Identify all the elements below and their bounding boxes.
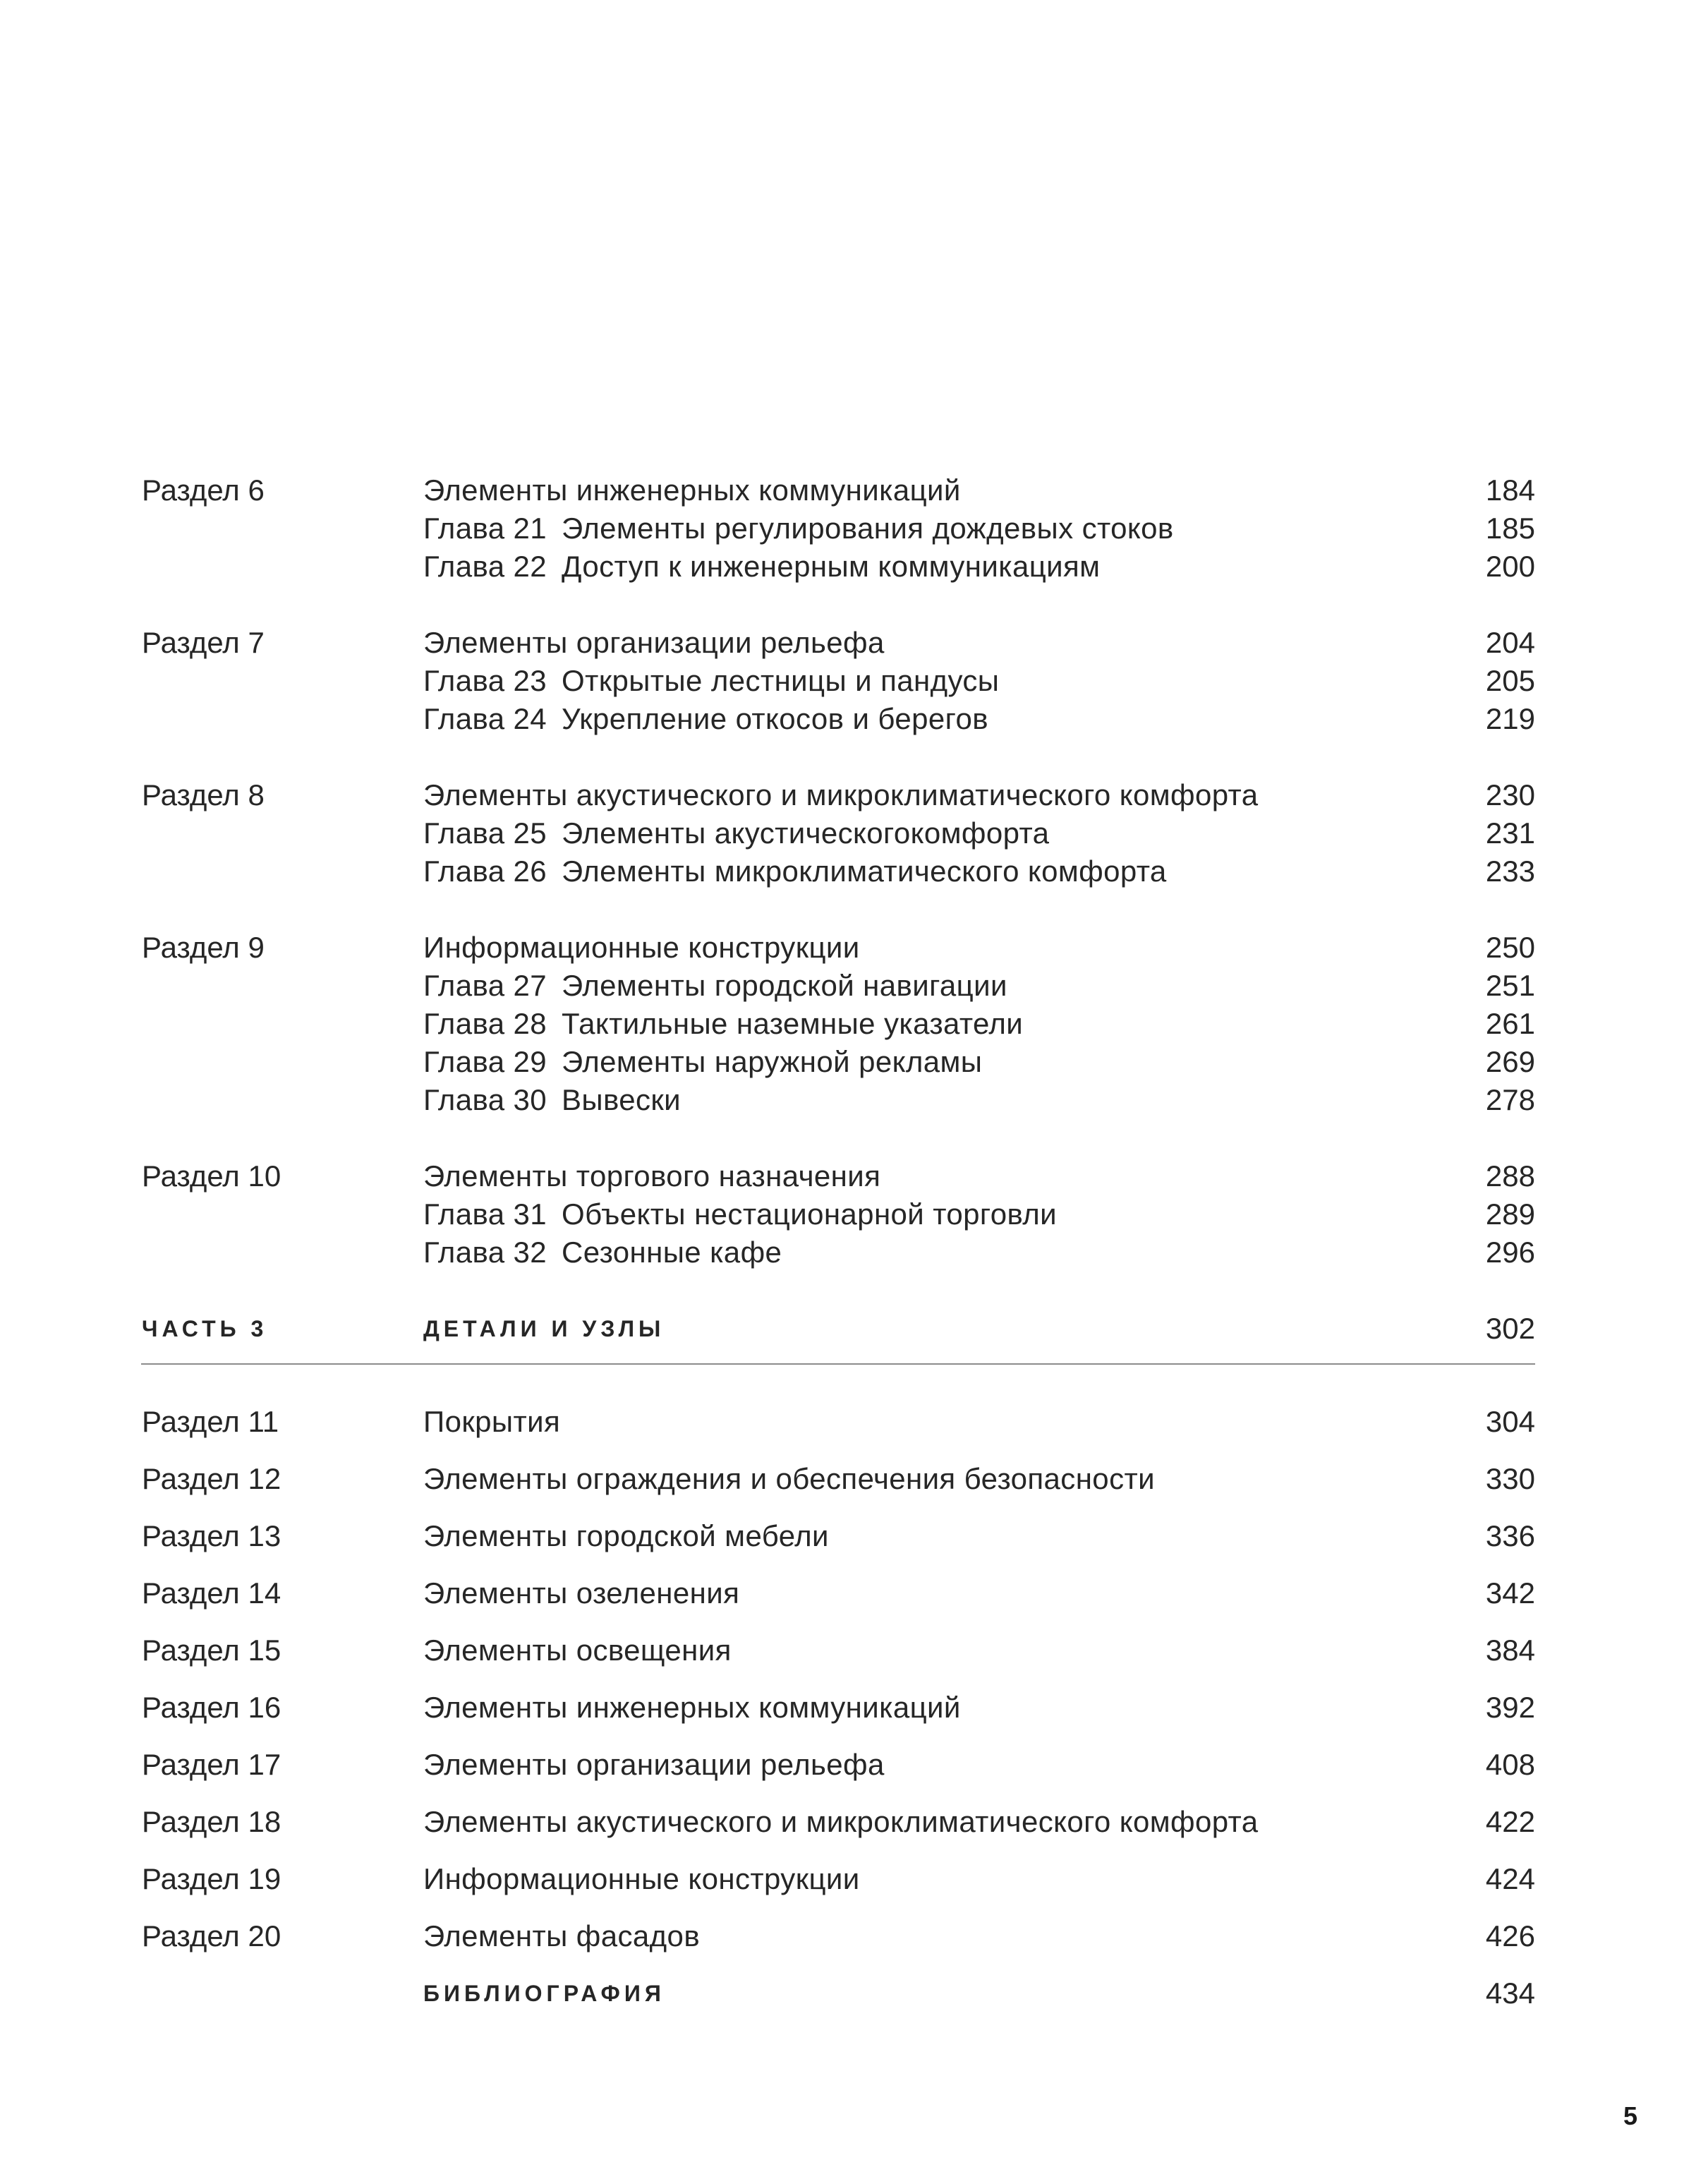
toc-section-row (0, 1688, 1708, 1727)
page-number: 288 (1485, 1159, 1535, 1193)
section-title: Элементы инженерных коммуникаций (423, 473, 961, 507)
chapter-title: Сезонные кафе (562, 1236, 782, 1269)
chapter-label: Глава 24 (423, 702, 547, 735)
page-number: 185 (1485, 512, 1535, 545)
toc-chapter-row (0, 1042, 1708, 1082)
page-number: 296 (1485, 1236, 1535, 1269)
page-number: 289 (1485, 1197, 1535, 1231)
chapter-title: Открытые лестницы и пандусы (562, 664, 1000, 697)
toc-chapter-row (0, 661, 1708, 701)
part-divider (141, 1363, 1535, 1365)
toc-chapter-row (0, 509, 1708, 548)
toc-chapter-row (0, 1233, 1708, 1272)
section-title: Элементы торгового назначения (423, 1159, 881, 1193)
toc-section-row (0, 471, 1708, 510)
toc-section-row (0, 1859, 1708, 1899)
page-number: 219 (1485, 702, 1535, 735)
chapter-label: Глава 27 (423, 969, 547, 1002)
page-number: 231 (1485, 816, 1535, 850)
toc-section-row (0, 775, 1708, 815)
section-title: Информационные конструкции (423, 931, 860, 964)
page-number: 424 (1485, 1862, 1535, 1895)
chapter-title: Укрепление откосов и берегов (562, 702, 988, 735)
chapter-title: Элементы регулирования дождевых стоков (562, 512, 1174, 545)
section-title: Элементы организации рельефа (423, 1748, 885, 1781)
section-label: Раздел 17 (142, 1748, 281, 1781)
section-label: Раздел 15 (142, 1634, 281, 1667)
section-label: Раздел 6 (142, 473, 265, 507)
section-label: Раздел 13 (142, 1519, 281, 1552)
toc-chapter-row (0, 1004, 1708, 1044)
section-label: Раздел 16 (142, 1691, 281, 1724)
section-title: Элементы освещения (423, 1634, 732, 1667)
toc-chapter-row (0, 966, 1708, 1006)
chapter-label: Глава 25 (423, 816, 547, 850)
chapter-label: Глава 30 (423, 1083, 547, 1116)
section-title: Элементы фасадов (423, 1919, 701, 1952)
toc-section-row (0, 1802, 1708, 1842)
toc-section-row (0, 1459, 1708, 1499)
section-label: Раздел 20 (142, 1919, 281, 1952)
section-title: Элементы акустического и микроклиматического комфорта (423, 1805, 1259, 1838)
section-label: Раздел 9 (142, 931, 265, 964)
chapter-label: Глава 28 (423, 1007, 547, 1040)
chapter-title: Элементы наружной рекламы (562, 1045, 983, 1078)
section-label: Раздел 18 (142, 1805, 281, 1838)
page-number: 302 (1485, 1312, 1535, 1345)
section-title: Покрытия (423, 1405, 561, 1438)
chapter-label: Глава 31 (423, 1197, 547, 1231)
chapter-title: Элементы микроклиматического комфорта (562, 855, 1167, 888)
section-label: Раздел 8 (142, 778, 265, 811)
page-number: 426 (1485, 1919, 1535, 1952)
section-title: Элементы городской мебели (423, 1519, 829, 1552)
page-number: 269 (1485, 1045, 1535, 1078)
section-label: Раздел 19 (142, 1862, 281, 1895)
page-number: 434 (1485, 1976, 1535, 2010)
toc-section-row (0, 1157, 1708, 1196)
page-number: 422 (1485, 1805, 1535, 1838)
chapter-label: Глава 26 (423, 855, 547, 888)
toc-section-row (0, 1516, 1708, 1556)
chapter-title: Объекты нестационарной торговли (562, 1197, 1057, 1231)
chapter-label: Глава 29 (423, 1045, 547, 1078)
section-label: Раздел 7 (142, 626, 265, 659)
page-number: 233 (1485, 855, 1535, 888)
toc-section-row (0, 1574, 1708, 1613)
section-title: Элементы озеленения (423, 1576, 740, 1610)
toc-chapter-row (0, 699, 1708, 739)
page-number: 304 (1485, 1405, 1535, 1438)
section-title: Элементы инженерных коммуникаций (423, 1691, 961, 1724)
page-number: 336 (1485, 1519, 1535, 1552)
chapter-title: Доступ к инженерным коммуникациям (562, 550, 1101, 583)
chapter-title: Элементы городской навигации (562, 969, 1007, 1002)
page-number: 205 (1485, 664, 1535, 697)
toc-section-row (0, 1745, 1708, 1785)
part-label: ЧАСТЬ 3 (142, 1316, 268, 1341)
bibliography-title: БИБЛИОГРАФИЯ (423, 1981, 665, 2006)
chapter-label: Глава 23 (423, 664, 547, 697)
chapter-title: Вывески (562, 1083, 682, 1116)
toc-part-heading (0, 1309, 1708, 1348)
page-number: 200 (1485, 550, 1535, 583)
section-title: Элементы акустического и микроклиматического комфорта (423, 778, 1259, 811)
page-number: 261 (1485, 1007, 1535, 1040)
page-number: 342 (1485, 1576, 1535, 1610)
page-number: 250 (1485, 931, 1535, 964)
page-folio: 5 (1623, 2101, 1637, 2130)
toc-bibliography-row (0, 1974, 1708, 2013)
section-title: Информационные конструкции (423, 1862, 860, 1895)
part-title: ДЕТАЛИ И УЗЛЫ (423, 1316, 665, 1341)
page-number: 392 (1485, 1691, 1535, 1724)
toc-chapter-row (0, 1080, 1708, 1120)
section-label: Раздел 12 (142, 1462, 281, 1495)
page-number: 251 (1485, 969, 1535, 1002)
section-title: Элементы ограждения и обеспечения безопасности (423, 1462, 1155, 1495)
page-number: 408 (1485, 1748, 1535, 1781)
toc-chapter-row (0, 547, 1708, 586)
toc-section-row (0, 1402, 1708, 1442)
toc-chapter-row (0, 1195, 1708, 1234)
page-number: 204 (1485, 626, 1535, 659)
chapter-label: Глава 22 (423, 550, 547, 583)
page-number: 278 (1485, 1083, 1535, 1116)
section-label: Раздел 11 (142, 1405, 279, 1438)
toc-section-row (0, 623, 1708, 663)
page-number: 384 (1485, 1634, 1535, 1667)
toc-chapter-row (0, 852, 1708, 891)
chapter-title: Тактильные наземные указатели (562, 1007, 1024, 1040)
chapter-label: Глава 21 (423, 512, 547, 545)
toc-chapter-row (0, 814, 1708, 853)
page-number: 184 (1485, 473, 1535, 507)
toc-section-row (0, 1917, 1708, 1956)
section-label: Раздел 10 (142, 1159, 281, 1193)
toc-section-row (0, 1631, 1708, 1670)
toc-section-row (0, 928, 1708, 967)
chapter-title: Элементы акустическогокомфорта (562, 816, 1050, 850)
page-number: 230 (1485, 778, 1535, 811)
section-label: Раздел 14 (142, 1576, 281, 1610)
section-title: Элементы организации рельефа (423, 626, 885, 659)
chapter-label: Глава 32 (423, 1236, 547, 1269)
page-number: 330 (1485, 1462, 1535, 1495)
